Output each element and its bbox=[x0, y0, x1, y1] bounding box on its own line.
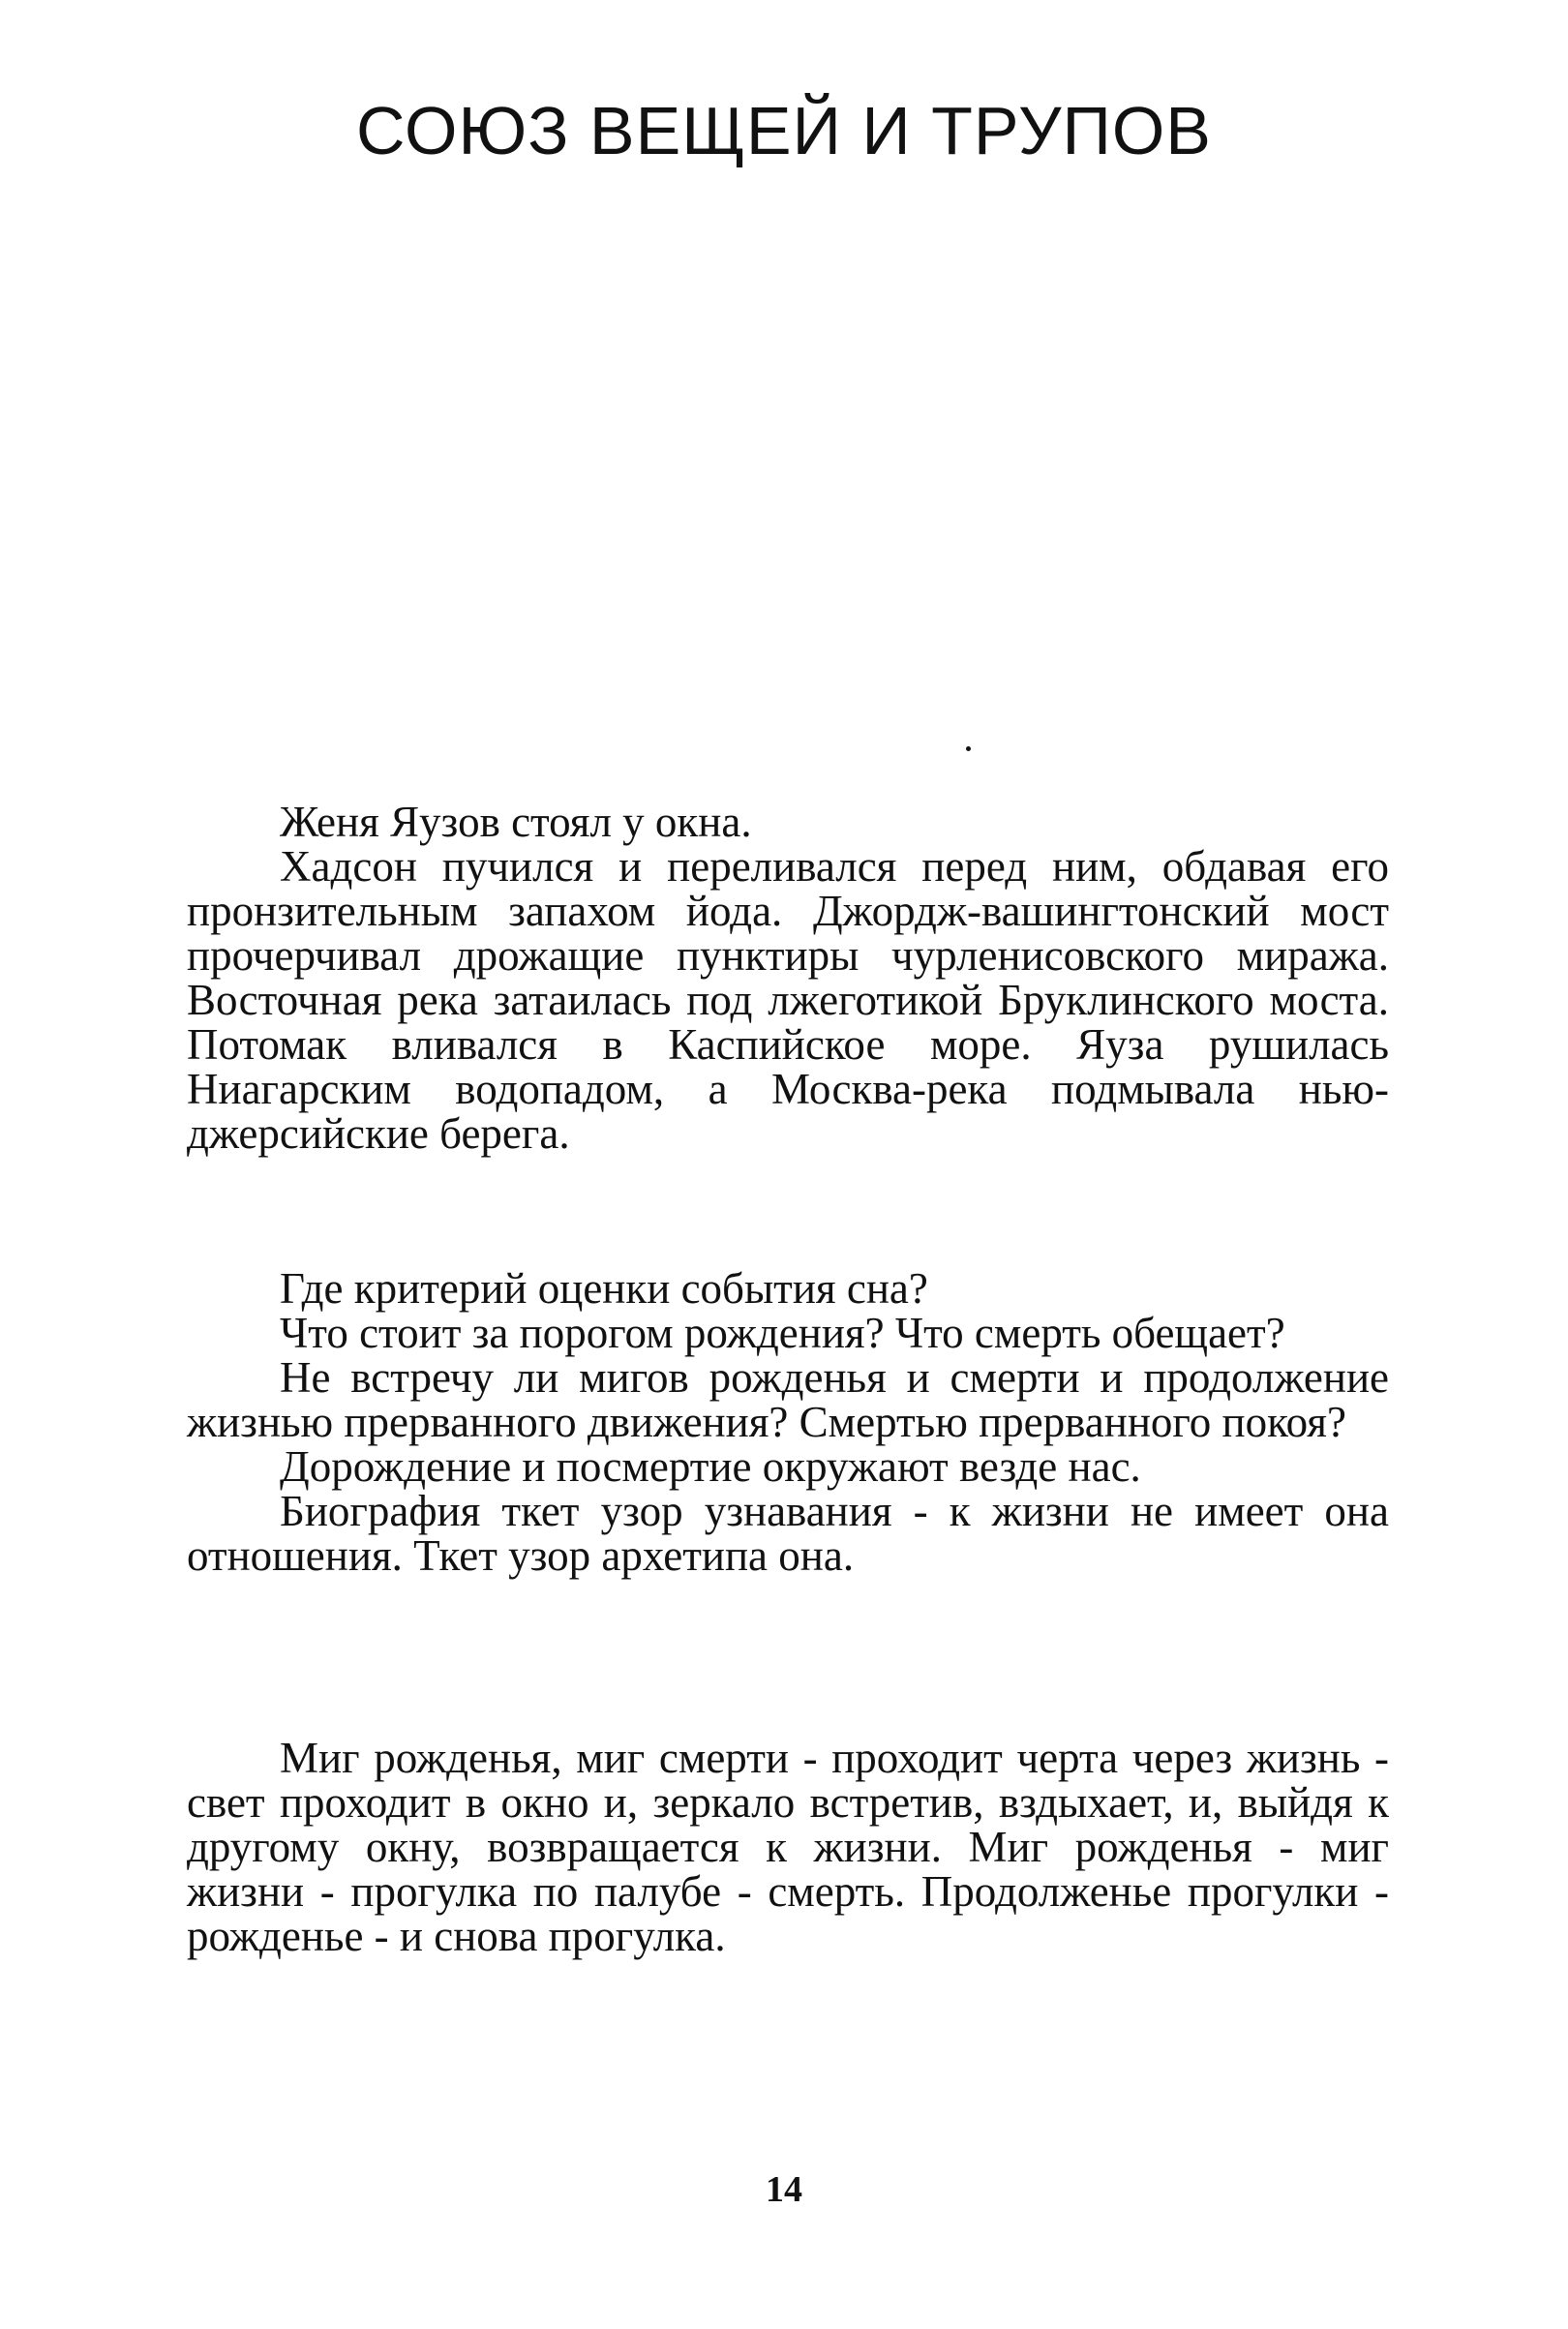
paragraph: Женя Яузов стоял у окна. bbox=[280, 798, 752, 846]
paragraph: Не встречу ли мигов рожденья и смерти и продолжение жизнью прерванного движения? Смертью прерванного покоя? bbox=[187, 1353, 1389, 1446]
paragraph: Что стоит за порогом рождения? Что смерть обещает? bbox=[280, 1309, 1285, 1357]
paragraph: Миг рожденья, миг смерти - проходит черта через жизнь - свет проходит в окно и, зеркало встретив, вздыхает, и, выйдя к другому окну, возвращается к жизни. Миг рожденья - миг жизни - прогулка по палубе - смерть. Продолженье прогулки - рожденье - и снова прогулка. bbox=[187, 1734, 1389, 1960]
text-section-1 bbox=[187, 800, 1389, 1156]
chapter-title: СОЮЗ ВЕЩЕЙ И ТРУПОВ bbox=[356, 93, 1212, 168]
paragraph: Биография ткет узор узнавания - к жизни не имеет она отношения. Ткет узор архетипа она. bbox=[187, 1487, 1389, 1580]
paragraph: Хадсон пучился и переливался перед ним, обдавая его пронзительным запахом йода. Джордж-вашингтонский мост прочерчивал дрожащие пунктиры чурленисовского миража. Восточная река затаилась под лжеготикой Бруклинского моста. Потомак вливался в Каспийское море. Яуза рушилась Ниагарским водопадом, а Москва-река подмывала нью-джерсийские берега. bbox=[187, 842, 1389, 1158]
stray-dot-mark bbox=[966, 746, 971, 751]
text-section-3 bbox=[187, 1736, 1389, 1958]
paragraph: Где критерий оценки события сна? bbox=[280, 1264, 928, 1313]
paragraph: Дорождение и посмертие окружают везде нас. bbox=[280, 1442, 1141, 1491]
text-section-2 bbox=[187, 1266, 1389, 1578]
page-number: 14 bbox=[766, 2169, 802, 2210]
